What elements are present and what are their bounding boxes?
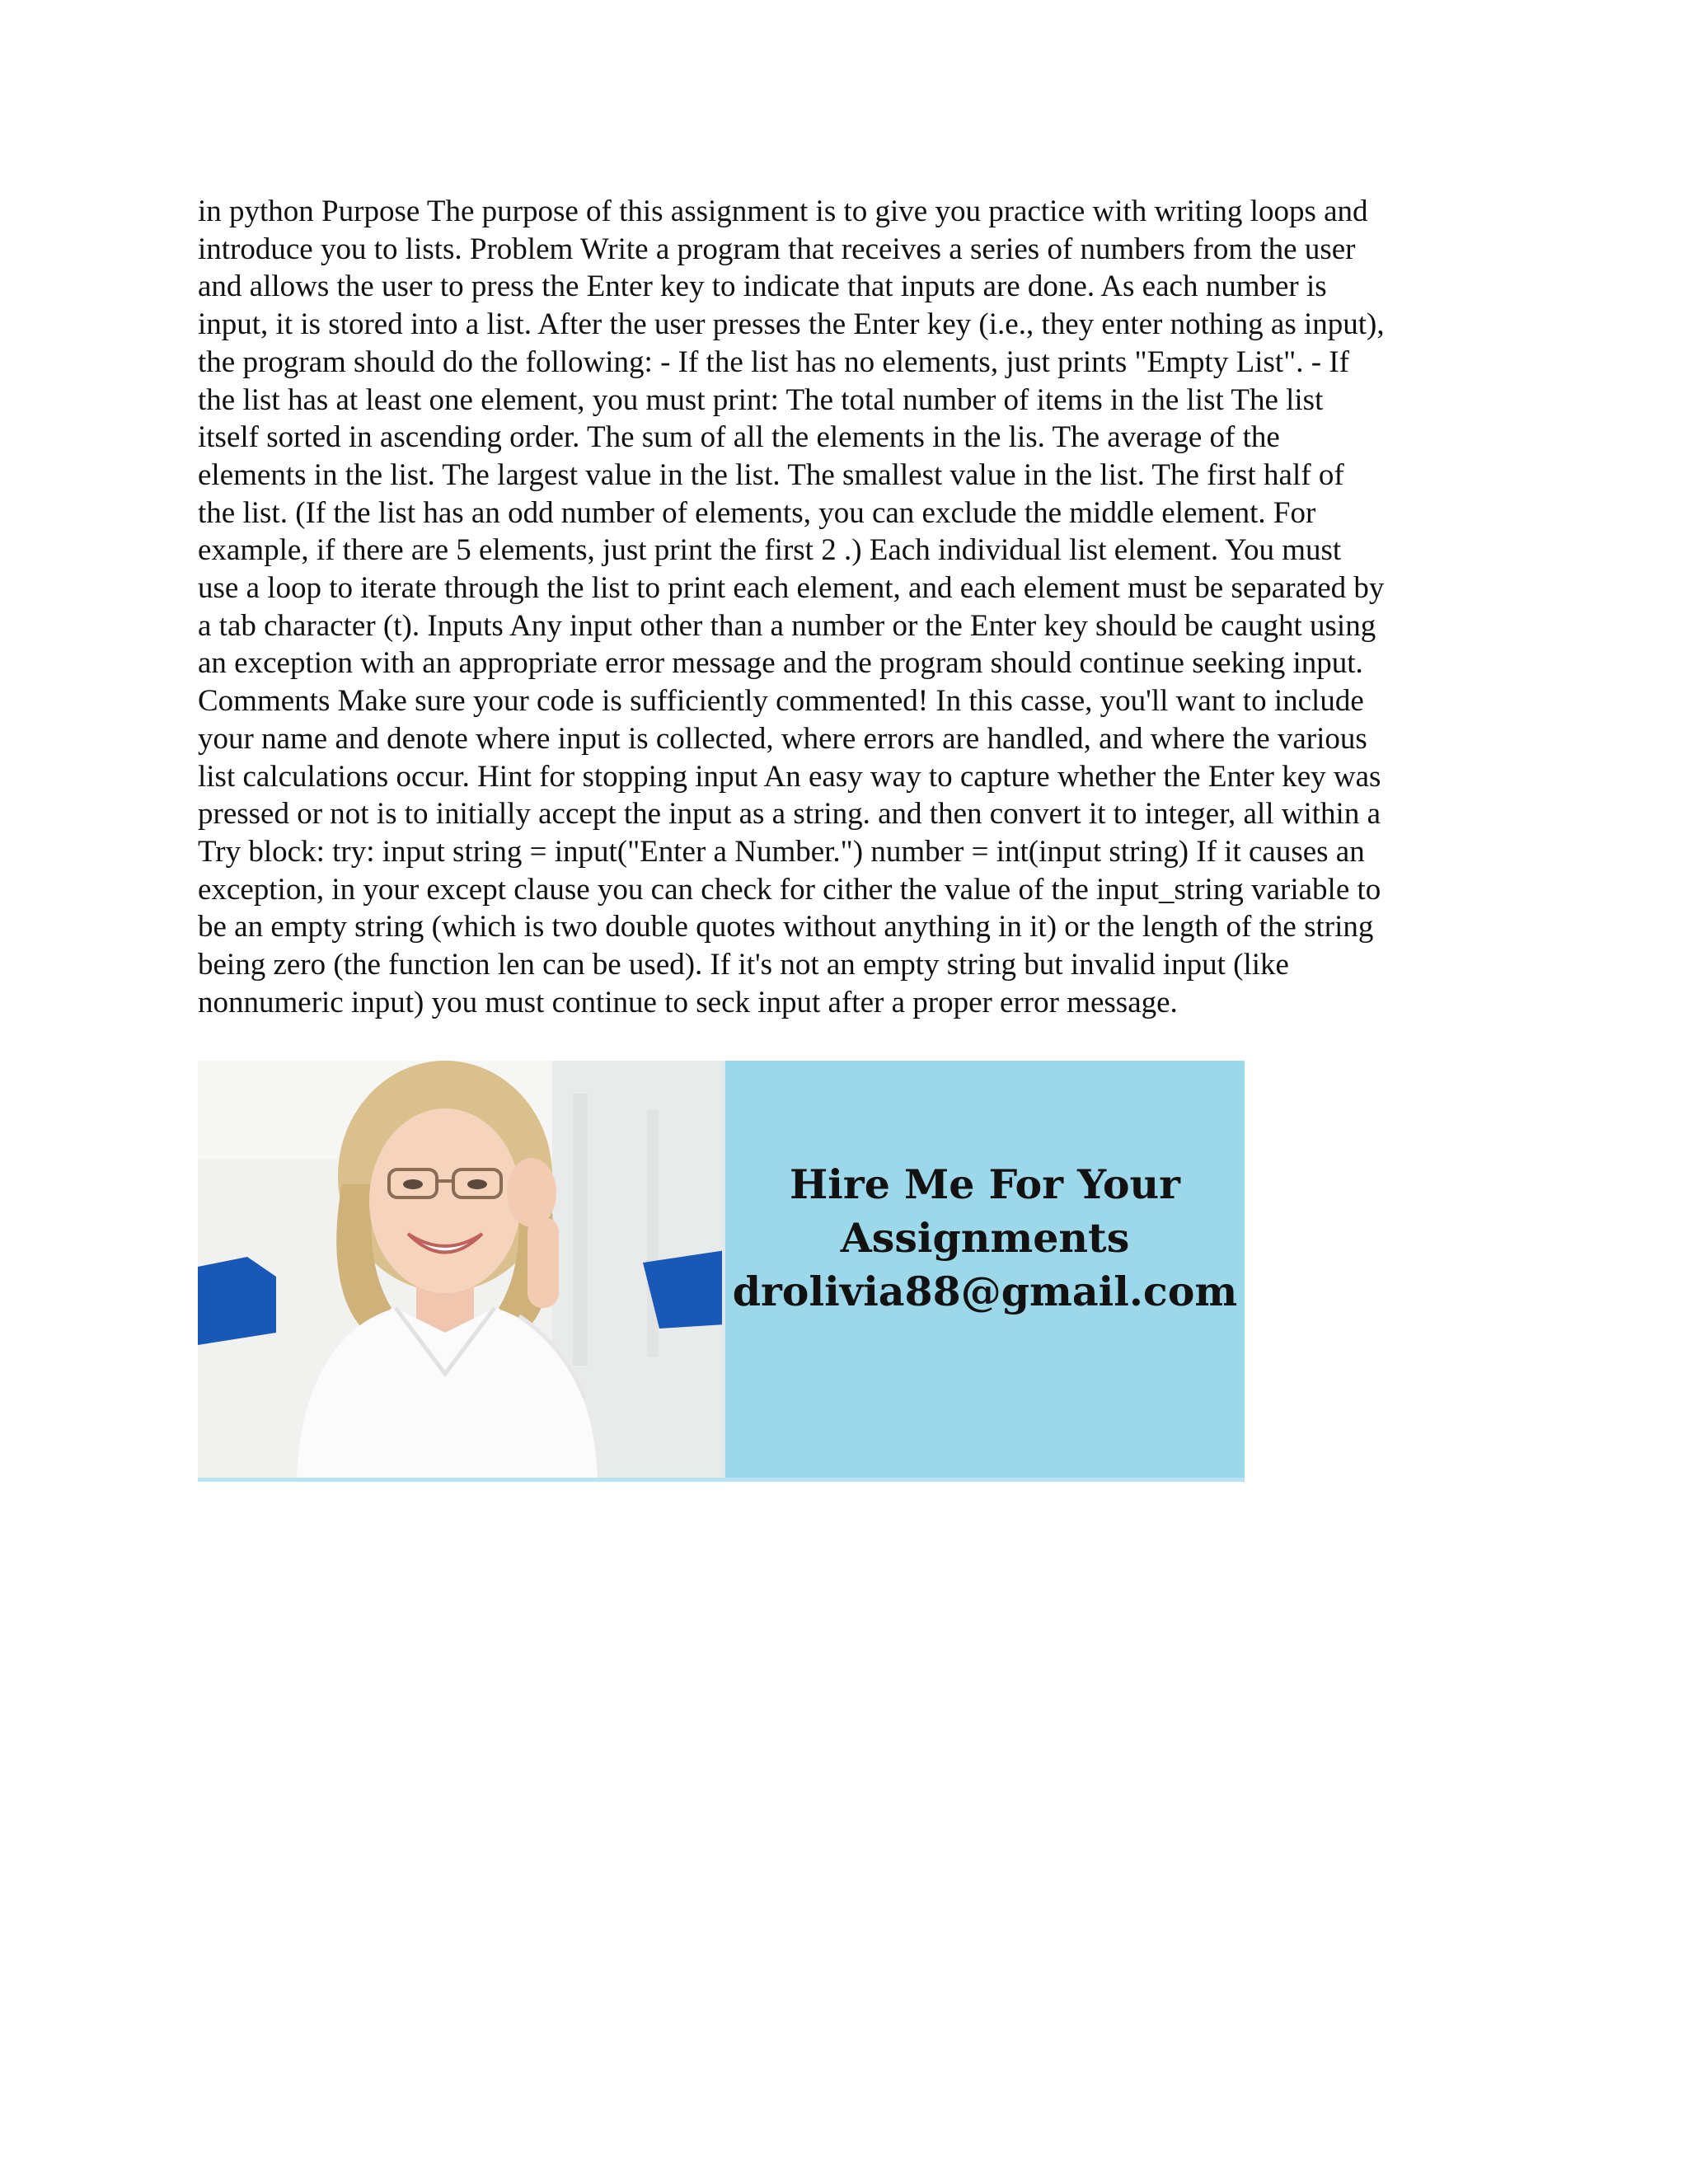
text-line: exception, in your except clause you can check for cither the value of the input_string variable to	[198, 872, 1381, 907]
ad-subheadline: Assignments	[840, 1214, 1130, 1262]
text-line: elements in the list. The largest value in the list. The smallest value in the list. The first half of	[198, 457, 1344, 492]
text-line: pressed or not is to initially accept the input as a string. and then convert it to integer, all within a	[198, 797, 1381, 832]
text-line: your name and denote where input is collected, where errors are handled, and where the various	[198, 721, 1367, 756]
text-line: input, it is stored into a list. After the user presses the Enter key (i.e., they enter nothing as input),	[198, 307, 1385, 342]
assignment-text	[198, 193, 1500, 1021]
text-line: introduce you to lists. Problem Write a program that receives a series of numbers from the user	[198, 232, 1356, 266]
text-line: the list. (If the list has an odd number of elements, you can exclude the middle element. For	[198, 495, 1316, 530]
text-line: in python Purpose The purpose of this assignment is to give you practice with writing loops and	[198, 194, 1368, 228]
hire-me-ad-banner	[198, 1061, 1245, 1482]
text-line: being zero (the function len can be used). If it's not an empty string but invalid input (like	[198, 948, 1289, 982]
text-line: itself sorted in ascending order. The sum of all the elements in the lis. The average of the	[198, 420, 1280, 455]
text-line: nonnumeric input) you must continue to seck input after a proper error message.	[198, 985, 1178, 1019]
ad-email: drolivia88@gmail.com	[732, 1268, 1238, 1315]
text-line: Comments Make sure your code is sufficiently commented! In this casse, you'll want to include	[198, 684, 1364, 719]
text-line: be an empty string (which is two double quotes without anything in it) or the length of the string	[198, 910, 1374, 944]
ad-headline: Hire Me For Your	[790, 1160, 1180, 1208]
text-line: a tab character (t). Inputs Any input other than a number or the Enter key should be caught using	[198, 608, 1376, 643]
text-line: the list has at least one element, you must print: The total number of items in the list The list	[198, 382, 1324, 417]
text-line: an exception with an appropriate error message and the program should continue seeking input.	[198, 646, 1363, 681]
smiling-woman-photo-icon	[198, 1061, 725, 1478]
text-line: and allows the user to press the Enter key to indicate that inputs are done. As each number is	[198, 269, 1327, 304]
text-line: use a loop to iterate through the list to print each element, and each element must be separated by	[198, 571, 1385, 606]
ad-text-block	[725, 1158, 1245, 1319]
ad-bottom-rule	[198, 1478, 1245, 1482]
text-line: example, if there are 5 elements, just print the first 2 .) Each individual list element. You must	[198, 533, 1342, 568]
text-line: Try block: try: input string = input("Enter a Number.") number = int(input string) If it causes an	[198, 834, 1365, 869]
text-line: the program should do the following: - If the list has no elements, just prints "Empty List". - If	[198, 344, 1349, 379]
text-line: list calculations occur. Hint for stopping input An easy way to capture whether the Enter key was	[198, 759, 1381, 794]
